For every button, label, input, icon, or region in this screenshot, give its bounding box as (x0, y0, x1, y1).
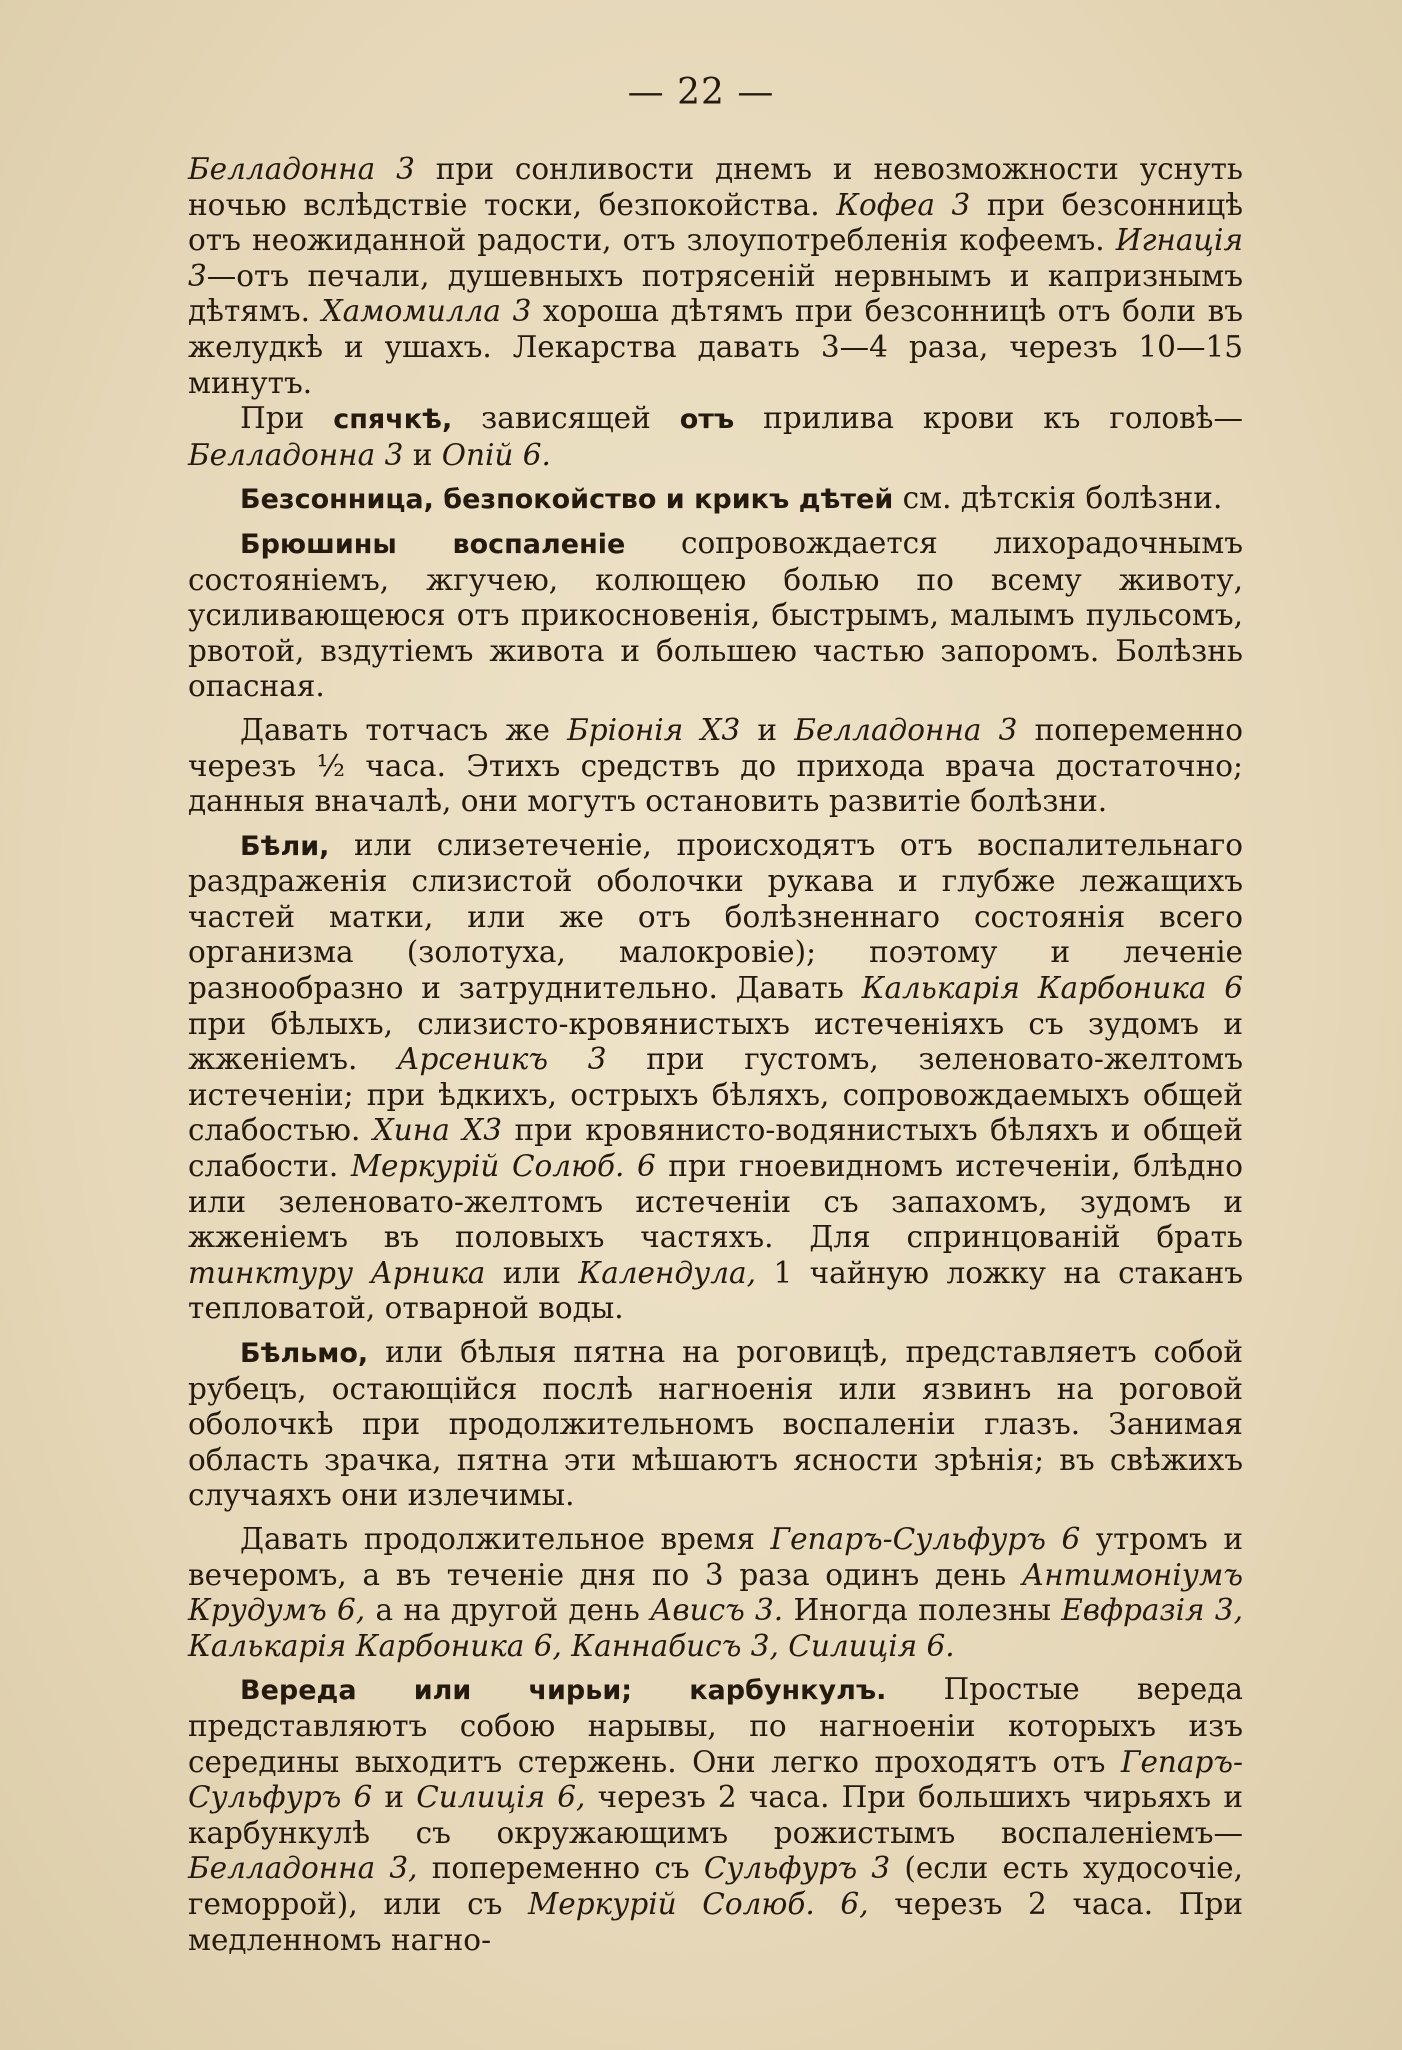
remedy-name: Опій 6. (441, 437, 551, 472)
paragraph (188, 152, 1243, 401)
text-run: при безсонницѣ отъ неожиданной радости, отъ злоупотребленія кофеемъ. (188, 187, 1243, 258)
paragraph (188, 1672, 1243, 1958)
text-run: при сонливости днемъ и невозможности уснуть ночью вслѣдствіе тоски, безпокойства. (188, 152, 1243, 222)
text-run: черезъ 2 часа. При медленномъ нагно- (188, 1886, 1243, 1957)
text-run: при бѣлыхъ, слизисто-кровянистыхъ истеченіяхъ съ зудомъ и жженіемъ. (188, 1006, 1243, 1077)
paragraph (188, 1335, 1243, 1514)
remedy-name: Ависъ 3. (650, 1593, 784, 1628)
remedy-name: Меркурій Солюб. 6 (350, 1149, 656, 1184)
text-run: или слизетеченіе, происходятъ отъ воспалительнаго раздраженія слизистой оболочки рукава и глубже лежащихъ частей матки, или же отъ болѣзненнаго состоянія всего организма (золотуха, малокровіе); поэтому и леченіе разнообразно и затруднительно. Давать (188, 827, 1243, 1006)
paragraph (188, 481, 1243, 518)
remedy-name: Белладонна 3 (188, 152, 415, 186)
remedy-name: Силиція 6, (416, 1780, 586, 1815)
text-run: зависящей (452, 401, 680, 436)
remedy-name: Евфразія 3, Калькарія Карбоника 6, Каннабисъ 3, Силиція 6. (188, 1593, 1243, 1663)
entry-heading: Безсонница, безпокойство и крикъ дѣтей (240, 484, 894, 516)
text-run: черезъ 2 часа. При большихъ чирьяхъ и карбункулѣ съ окружающимъ рожистымъ воспаленіемъ— (188, 1780, 1243, 1850)
paragraph (188, 526, 1243, 705)
remedy-name: Антимоніумъ Крудумъ 6, (188, 1557, 1243, 1628)
text-run: при кровянисто-водянистыхъ бѣляхъ и общей слабости. (188, 1113, 1244, 1184)
entry-heading: Вереда или чирьи; карбункулъ. (240, 1675, 887, 1707)
remedy-name: Калькарія Карбоника 6 (861, 971, 1243, 1006)
remedy-name: Арсеникъ 3 (397, 1042, 607, 1077)
remedy-name: Игнація 3 (188, 223, 1243, 293)
remedy-name: Кофеа 3 (836, 187, 971, 222)
paragraph (188, 713, 1243, 820)
text-run: попеременно черезъ ½ часа. Этихъ средствъ до прихода врача достаточно; данныя вначалѣ, они могутъ остановить развитіе болѣзни. (188, 712, 1243, 819)
text-run: утромъ и вечеромъ, а въ теченіе дня по 3 раза одинъ день (188, 1521, 1244, 1592)
page-body (188, 152, 1243, 1958)
text-run: или (485, 1255, 579, 1290)
paragraph (188, 401, 1243, 473)
text-run: сопровождается лихорадочнымъ состояніемъ, жгучею, колющею болью по всему животу, усиливающеюся отъ прикосновенія, быстрымъ, малымъ пульсомъ, рвотой, вздутіемъ живота и большею частью запоромъ. Болѣзнь опасная. (188, 525, 1243, 704)
remedy-name: Бріонія Х3 (567, 712, 741, 747)
text-run: и (740, 712, 795, 747)
entry-heading: спячкѣ, (333, 404, 453, 436)
entry-heading: Бѣли, (240, 830, 330, 862)
remedy-name: Белладонна 3 (188, 437, 404, 472)
paragraph (188, 828, 1243, 1327)
remedy-name: Хамомилла 3 (321, 294, 532, 329)
text-run: при густомъ, зеленовато-желтомъ истеченіи; при ѣдкихъ, острыхъ бѣляхъ, сопровождаемыхъ общей слабостью. (188, 1042, 1244, 1148)
remedy-name: Меркурій Солюб. 6, (528, 1886, 869, 1921)
text-run: см. дѣтскія болѣзни. (893, 481, 1223, 516)
entry-heading: Брюшины воспаленіе (240, 528, 626, 560)
paragraph (188, 1522, 1243, 1664)
text-run: При (240, 401, 334, 436)
text-run: 1 чайную ложку на стаканъ тепловатой, отварной воды. (188, 1255, 1243, 1326)
text-run: прилива крови къ головѣ— (734, 401, 1243, 436)
text-run: Давать продолжительное время (240, 1521, 771, 1556)
remedy-name: Белладонна 3 (794, 712, 1018, 747)
text-run: или бѣлыя пятна на роговицѣ, представляетъ собой рубецъ, остающійся послѣ нагноенія или язвинъ на роговой оболочкѣ при продолжительномъ воспаленіи глазъ. Занимая область зрачка, пятна эти мѣшаютъ ясности зрѣнія; въ свѣжихъ случаяхъ они излечимы. (188, 1335, 1243, 1513)
remedy-name: Сульфуръ 3 (703, 1851, 891, 1886)
remedy-name: Гепаръ-Сульфуръ 6 (188, 1744, 1243, 1815)
text-run: Простые вереда представляютъ собою нарывы, по нагноеніи которыхъ изъ середины выходитъ стержень. Они легко проходятъ отъ (188, 1672, 1243, 1779)
remedy-name: тинктуру Арника (188, 1255, 486, 1290)
page-number: — 22 — (627, 72, 775, 113)
entry-heading: отъ (679, 404, 735, 436)
remedy-name: Хина Х3 (372, 1113, 503, 1148)
text-run: хороша дѣтямъ при безсонницѣ отъ боли въ желудкѣ и ушахъ. Лекарства давать 3—4 раза, черезъ 10—15 минутъ. (188, 294, 1243, 400)
remedy-name: Календула, (578, 1255, 757, 1290)
text-run: Иногда полезны (783, 1593, 1062, 1628)
text-run: а на другой день (365, 1593, 651, 1628)
text-run: и (372, 1780, 417, 1815)
text-run: (если есть худосочіе, геморрой), или съ (188, 1851, 1243, 1921)
text-run: Давать тотчасъ же (240, 712, 568, 747)
entry-heading: Бѣльмо, (240, 1338, 369, 1369)
text-run: при гноевидномъ истеченіи, блѣдно или зеленовато-желтомъ истеченіи съ запахомъ, зудомъ и жженіемъ въ половыхъ частяхъ. Для спринцованій брать (188, 1149, 1243, 1255)
remedy-name: Гепаръ-Сульфуръ 6 (770, 1521, 1081, 1556)
text-run: и (403, 437, 442, 472)
text-run: попеременно съ (417, 1851, 704, 1886)
remedy-name: Белладонна 3, (188, 1851, 418, 1886)
text-run: —отъ печали, душевныхъ потрясеній нервнымъ и капризнымъ дѣтямъ. (188, 258, 1243, 329)
